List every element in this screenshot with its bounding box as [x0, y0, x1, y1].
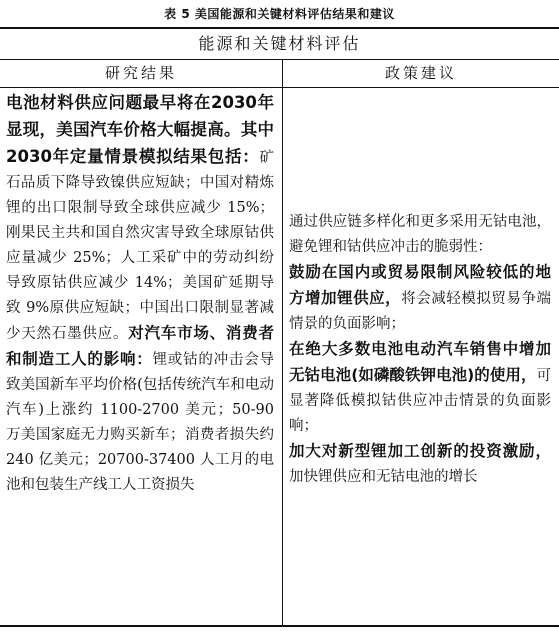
findings-column-header: 研究结果: [104, 64, 177, 82]
policy-item-lithium-supply-heading: 鼓励在国内或贸易限制风险较低的地方增加锂供应，: [289, 263, 551, 307]
table-caption: 表 5 美国能源和关键材料评估结果和建议: [164, 7, 395, 21]
policy-item-cobalt-free-heading: 在绝大多数电池电动汽车销售中增加无钴电池(如磷酸铁钾电池)的使用，: [289, 340, 551, 384]
findings-impact-text: 锂或钴的冲击会导致美国新车平均价格(包括传统汽车和电动汽车)上涨约 1100-2700 美元；50-90 万美国家庭无力购买新车；消费者损失约 240 亿美元；20700-37400 人工月的电池和包装生产线工人工资损失: [6, 352, 274, 493]
policy-column-header: 政策建议: [384, 64, 457, 82]
policy-item-investment-text: 加快锂供应和无钴电池的增长: [289, 469, 478, 485]
policy-item-investment: [289, 439, 551, 490]
findings-impact-heading: 对汽车市场、消费者和制造工人的影响：: [6, 324, 274, 368]
findings-lead-text: 电池材料供应问题最早将在2030年显现，美国汽车价格大幅提高。其中2030年定量情景模拟结果包括：: [6, 93, 274, 166]
policy-item-investment-heading: 加大对新型锂加工创新的投资激励，: [289, 442, 551, 460]
evaluation-table: [0, 27, 559, 627]
policy-item-lithium-supply: [289, 260, 551, 337]
policy-item-cobalt-free-text: 可显著降低模拟钴供应冲击情景的负面影响；: [289, 368, 551, 434]
column-divider: [282, 60, 283, 627]
policy-item-lithium-supply-text: 将会减轻模拟贸易争端情景的负面影响；: [289, 291, 551, 332]
table-header-row: [0, 60, 559, 88]
findings-supply-text: 矿石品质下降导致镍供应短缺；中国对精炼锂的出口限制导致全球供应减少 15%；刚果民主共和国自然灾害导致全球原钴供应量减少 25%；人工采矿中的劳动纠纷导致原钴供应减少 14%；美国矿延期导致 9%原供应短缺；中国出口限制显著减少天然石墨供应。: [6, 150, 274, 342]
policy-item-cobalt-free: [289, 337, 551, 439]
findings-cell: [6, 90, 274, 498]
policy-intro-text: 通过供应链多样化和更多采用无钴电池，避免锂和钴供应冲击的脆弱性：: [289, 214, 551, 255]
table-title: 能源和关键材料评估: [0, 29, 559, 60]
policy-cell: [289, 210, 551, 490]
